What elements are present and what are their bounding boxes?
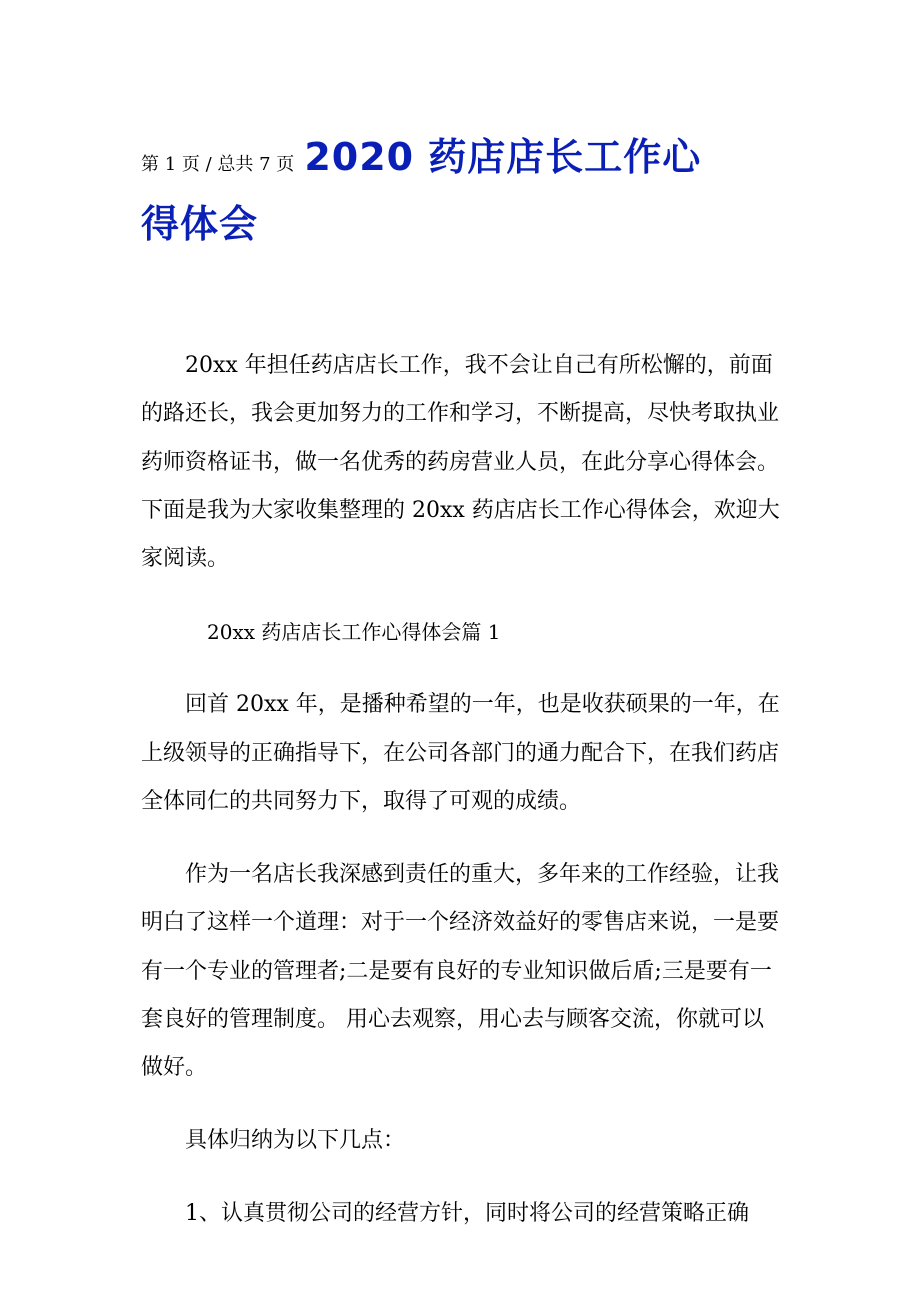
document-body: [141, 342, 781, 1264]
document-title-continued: 得体会: [141, 202, 259, 246]
page-counter: 第 1 页 / 总共 7 页: [141, 154, 295, 175]
intro-paragraph: 20xx 年担任药店店长工作，我不会让自己有所松懈的，前面的路还长，我会更加努力的工作和学习，不断提高，尽快考取执业药师资格证书，做一名优秀的药房营业人员，在此分享心得体会。下面是我为大家收集整理的 20xx 药店店长工作心得体会，欢迎大家阅读。: [141, 353, 780, 572]
paragraph-review: 回首 20xx 年，是播种希望的一年，也是收获硕果的一年，在上级领导的正确指导下，在公司各部门的通力配合下，在我们药店全体同仁的共同努力下，取得了可观的成绩。: [141, 692, 780, 814]
paragraph-summary-intro: 具体归纳为以下几点：: [185, 1128, 406, 1154]
header-line: [141, 128, 791, 194]
section-heading: 20xx 药店店长工作心得体会篇 1: [207, 620, 501, 645]
document-title: 2020 药店店长工作心: [304, 135, 702, 179]
paragraph-responsibility: 作为一名店长我深感到责任的重大，多年来的工作经验，让我明白了这样一个道理：对于一个经济效益好的零售店来说，一是要有一个专业的管理者;二是要有良好的专业知识做后盾;三是要有一套良好的管理制度。 用心去观察，用心去与顾客交流，你就可以做好。: [141, 862, 780, 1081]
paragraph-point-1: 1、认真贯彻公司的经营方针，同时将公司的经营策略正确: [185, 1201, 749, 1227]
